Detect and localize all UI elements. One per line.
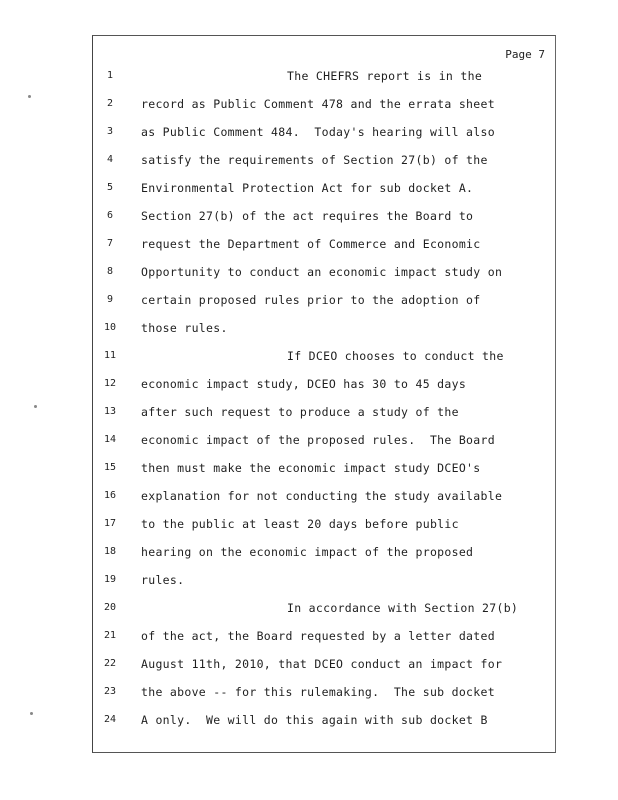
transcript-line bbox=[93, 66, 555, 86]
line-text: rules. bbox=[141, 573, 185, 587]
line-text: to the public at least 20 days before public bbox=[141, 517, 459, 531]
line-text: August 11th, 2010, that DCEO conduct an impact for bbox=[141, 657, 503, 671]
line-text: those rules. bbox=[141, 321, 228, 335]
line-text: record as Public Comment 478 and the errata sheet bbox=[141, 97, 495, 111]
line-text: Section 27(b) of the act requires the Board to bbox=[141, 209, 474, 223]
line-text: In accordance with Section 27(b) bbox=[287, 601, 519, 615]
line-number: 14 bbox=[103, 434, 117, 445]
transcript-line bbox=[93, 682, 555, 702]
transcript-line bbox=[93, 234, 555, 254]
line-text: A only. We will do this again with sub docket B bbox=[141, 713, 488, 727]
transcript-line bbox=[93, 346, 555, 366]
line-text: economic impact of the proposed rules. The Board bbox=[141, 433, 495, 447]
transcript-line bbox=[93, 374, 555, 394]
line-number: 6 bbox=[106, 210, 114, 221]
line-number: 2 bbox=[106, 98, 114, 109]
line-text: certain proposed rules prior to the adoption of bbox=[141, 293, 481, 307]
line-text: economic impact study, DCEO has 30 to 45 days bbox=[141, 377, 467, 391]
line-number: 16 bbox=[103, 490, 117, 501]
line-number: 15 bbox=[103, 462, 117, 473]
line-number: 1 bbox=[106, 70, 114, 81]
line-text: satisfy the requirements of Section 27(b) of the bbox=[141, 153, 488, 167]
line-number: 10 bbox=[103, 322, 117, 333]
transcript-line bbox=[93, 710, 555, 730]
line-text: The CHEFRS report is in the bbox=[287, 69, 483, 83]
transcript-line bbox=[93, 262, 555, 282]
line-number: 13 bbox=[103, 406, 117, 417]
transcript-line bbox=[93, 150, 555, 170]
scan-speck bbox=[30, 712, 33, 715]
line-number: 11 bbox=[103, 350, 117, 361]
scan-speck bbox=[28, 95, 31, 98]
transcript-line bbox=[93, 318, 555, 338]
line-number: 5 bbox=[106, 182, 114, 193]
line-text: request the Department of Commerce and Economic bbox=[141, 237, 481, 251]
line-text: as Public Comment 484. Today's hearing will also bbox=[141, 125, 495, 139]
line-number: 24 bbox=[103, 714, 117, 725]
line-number: 19 bbox=[103, 574, 117, 585]
line-number: 18 bbox=[103, 546, 117, 557]
line-text: If DCEO chooses to conduct the bbox=[287, 349, 504, 363]
transcript-line bbox=[93, 94, 555, 114]
transcript-line bbox=[93, 626, 555, 646]
transcript-line bbox=[93, 542, 555, 562]
transcript-line bbox=[93, 598, 555, 618]
page-number: Page 7 bbox=[505, 48, 545, 61]
transcript-line bbox=[93, 206, 555, 226]
transcript-line bbox=[93, 430, 555, 450]
line-number: 22 bbox=[103, 658, 117, 669]
line-text: hearing on the economic impact of the proposed bbox=[141, 545, 474, 559]
line-number: 9 bbox=[106, 294, 114, 305]
line-number: 3 bbox=[106, 126, 114, 137]
transcript-line bbox=[93, 570, 555, 590]
transcript-line bbox=[93, 122, 555, 142]
transcript-line bbox=[93, 654, 555, 674]
line-text: Environmental Protection Act for sub docket A. bbox=[141, 181, 474, 195]
transcript-line bbox=[93, 178, 555, 198]
line-text: after such request to produce a study of the bbox=[141, 405, 459, 419]
transcript-line bbox=[93, 486, 555, 506]
line-number: 17 bbox=[103, 518, 117, 529]
transcript-line bbox=[93, 290, 555, 310]
line-number: 7 bbox=[106, 238, 114, 249]
line-number: 12 bbox=[103, 378, 117, 389]
line-text: the above -- for this rulemaking. The sub docket bbox=[141, 685, 495, 699]
line-number: 4 bbox=[106, 154, 114, 165]
line-number: 20 bbox=[103, 602, 117, 613]
line-number: 23 bbox=[103, 686, 117, 697]
line-number: 8 bbox=[106, 266, 114, 277]
transcript-line bbox=[93, 402, 555, 422]
transcript-line bbox=[93, 514, 555, 534]
transcript-line bbox=[93, 458, 555, 478]
scan-speck bbox=[34, 405, 37, 408]
line-text: of the act, the Board requested by a letter dated bbox=[141, 629, 495, 643]
line-number: 21 bbox=[103, 630, 117, 641]
line-text: explanation for not conducting the study available bbox=[141, 489, 503, 503]
line-text: Opportunity to conduct an economic impact study on bbox=[141, 265, 503, 279]
line-text: then must make the economic impact study DCEO's bbox=[141, 461, 481, 475]
transcript-page bbox=[92, 35, 556, 753]
